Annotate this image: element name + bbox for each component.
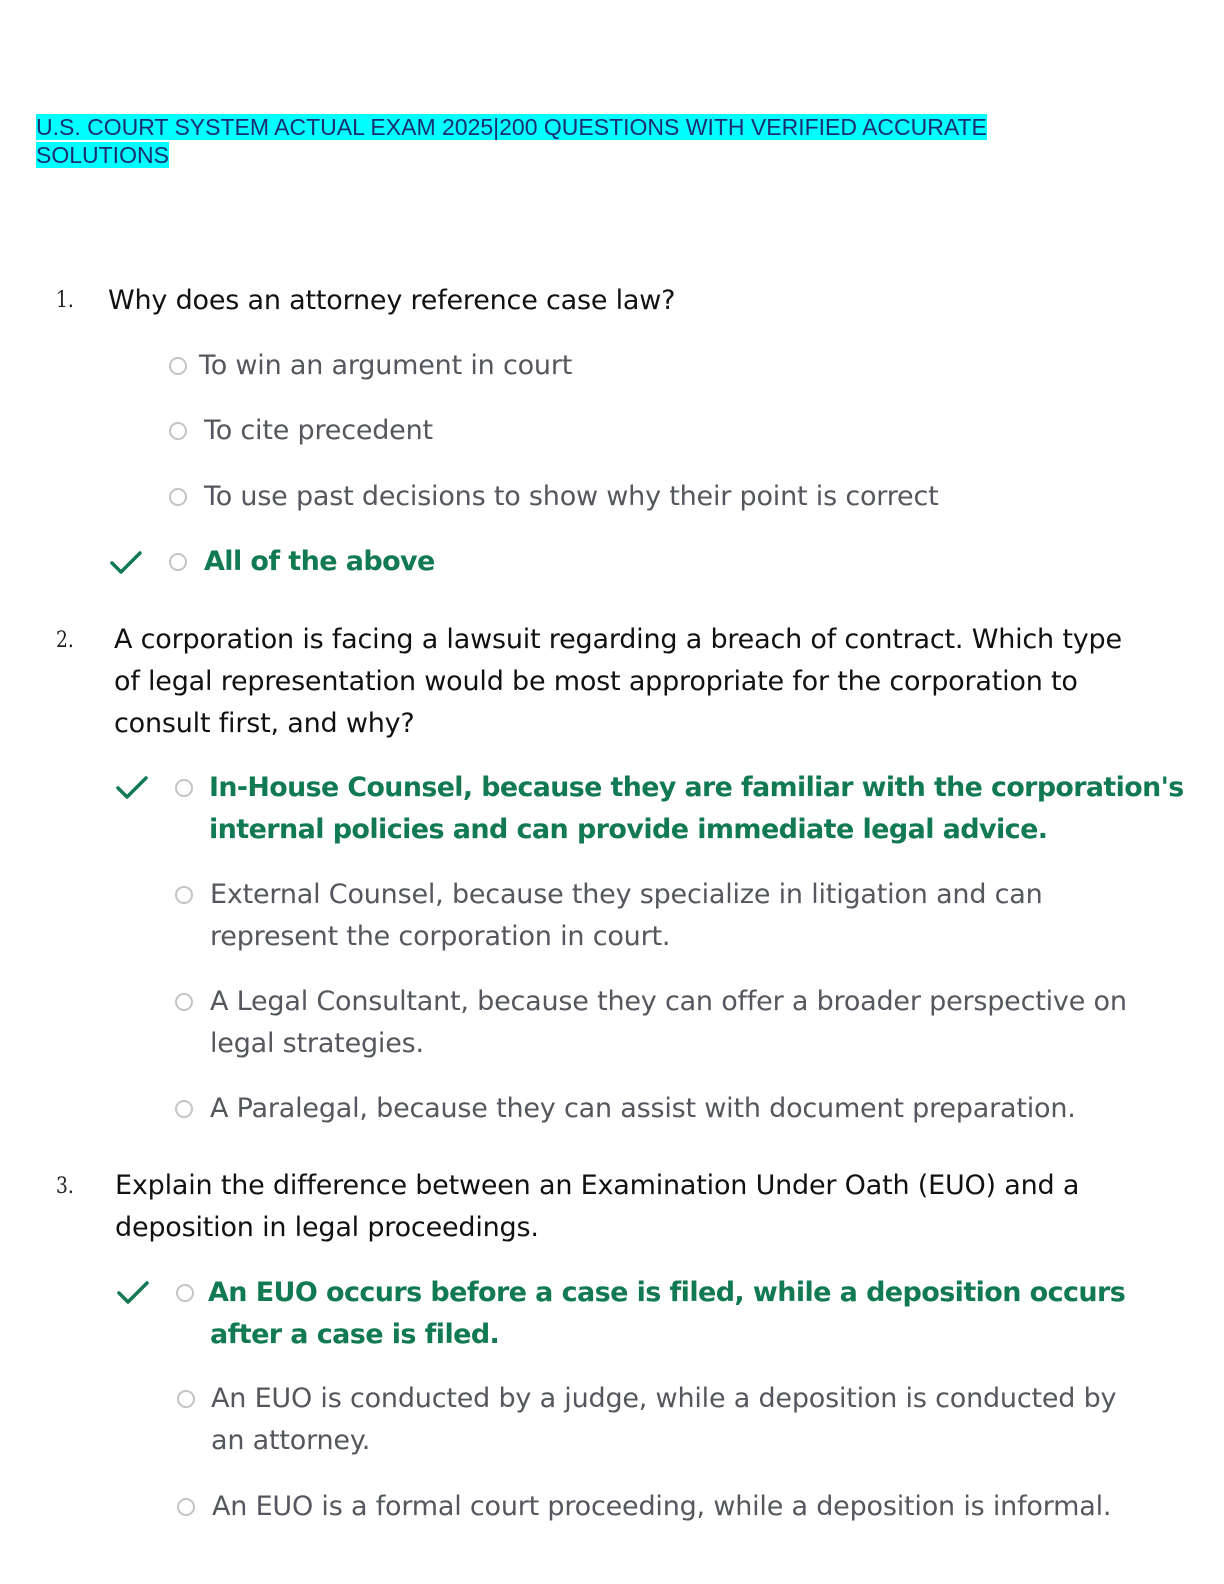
question-text-line-1: Explain the difference between an Examination Under Oath (EUO) and a (115, 1170, 1080, 1201)
question-text: Why does an attorney reference case law? (108, 285, 676, 316)
option-label-line-1: A Legal Consultant, because they can offer a broader perspective on (210, 986, 1127, 1017)
checkmark-icon (110, 550, 142, 576)
radio-button[interactable] (169, 357, 187, 375)
title-line-2: SOLUTIONS (36, 142, 169, 168)
radio-button[interactable] (177, 1498, 195, 1516)
question-text-line-2: deposition in legal proceedings. (115, 1212, 539, 1243)
question-number: 1. (56, 288, 74, 313)
question-number: 3. (56, 1174, 74, 1199)
checkmark-icon (116, 775, 148, 801)
question-text-line-2: of legal representation would be most appropriate for the corporation to (114, 666, 1078, 697)
checkmark-icon (117, 1280, 149, 1306)
radio-button[interactable] (175, 993, 193, 1011)
option-label-correct-line-1: In-House Counsel, because they are familiar with the corporation's (209, 772, 1184, 803)
radio-button[interactable] (169, 488, 187, 506)
radio-button[interactable] (176, 1284, 194, 1302)
radio-button[interactable] (177, 1390, 195, 1408)
question-text-line-1: A corporation is facing a lawsuit regarding a breach of contract. Which type (114, 624, 1122, 655)
option-label: A Paralegal, because they can assist with document preparation. (210, 1093, 1076, 1124)
option-label-correct-line-1: An EUO occurs before a case is filed, while a deposition occurs (208, 1277, 1126, 1308)
option-label-line-1: External Counsel, because they specialize in litigation and can (210, 879, 1043, 910)
radio-button[interactable] (175, 886, 193, 904)
title-line-1: U.S. COURT SYSTEM ACTUAL EXAM 2025|200 QUESTIONS WITH VERIFIED ACCURATE (36, 114, 987, 140)
option-label-correct: All of the above (204, 546, 435, 577)
option-label: To cite precedent (204, 415, 433, 446)
option-label-correct-line-2: internal policies and can provide immediate legal advice. (209, 814, 1048, 845)
document-title (36, 113, 1136, 169)
radio-button[interactable] (175, 1100, 193, 1118)
radio-button[interactable] (169, 422, 187, 440)
option-label: To use past decisions to show why their point is correct (204, 481, 939, 512)
option-label-correct-line-2: after a case is filed. (210, 1319, 500, 1350)
question-text-line-3: consult first, and why? (114, 708, 415, 739)
option-label-line-2: legal strategies. (210, 1028, 424, 1059)
radio-button[interactable] (175, 779, 193, 797)
question-number: 2. (56, 628, 74, 653)
option-label-line-2: an attorney. (211, 1425, 371, 1456)
radio-button[interactable] (169, 553, 187, 571)
option-label-line-2: represent the corporation in court. (210, 921, 671, 952)
option-label: To win an argument in court (199, 350, 573, 381)
option-label: An EUO is a formal court proceeding, while a deposition is informal. (212, 1491, 1112, 1522)
option-label-line-1: An EUO is conducted by a judge, while a deposition is conducted by (211, 1383, 1117, 1414)
